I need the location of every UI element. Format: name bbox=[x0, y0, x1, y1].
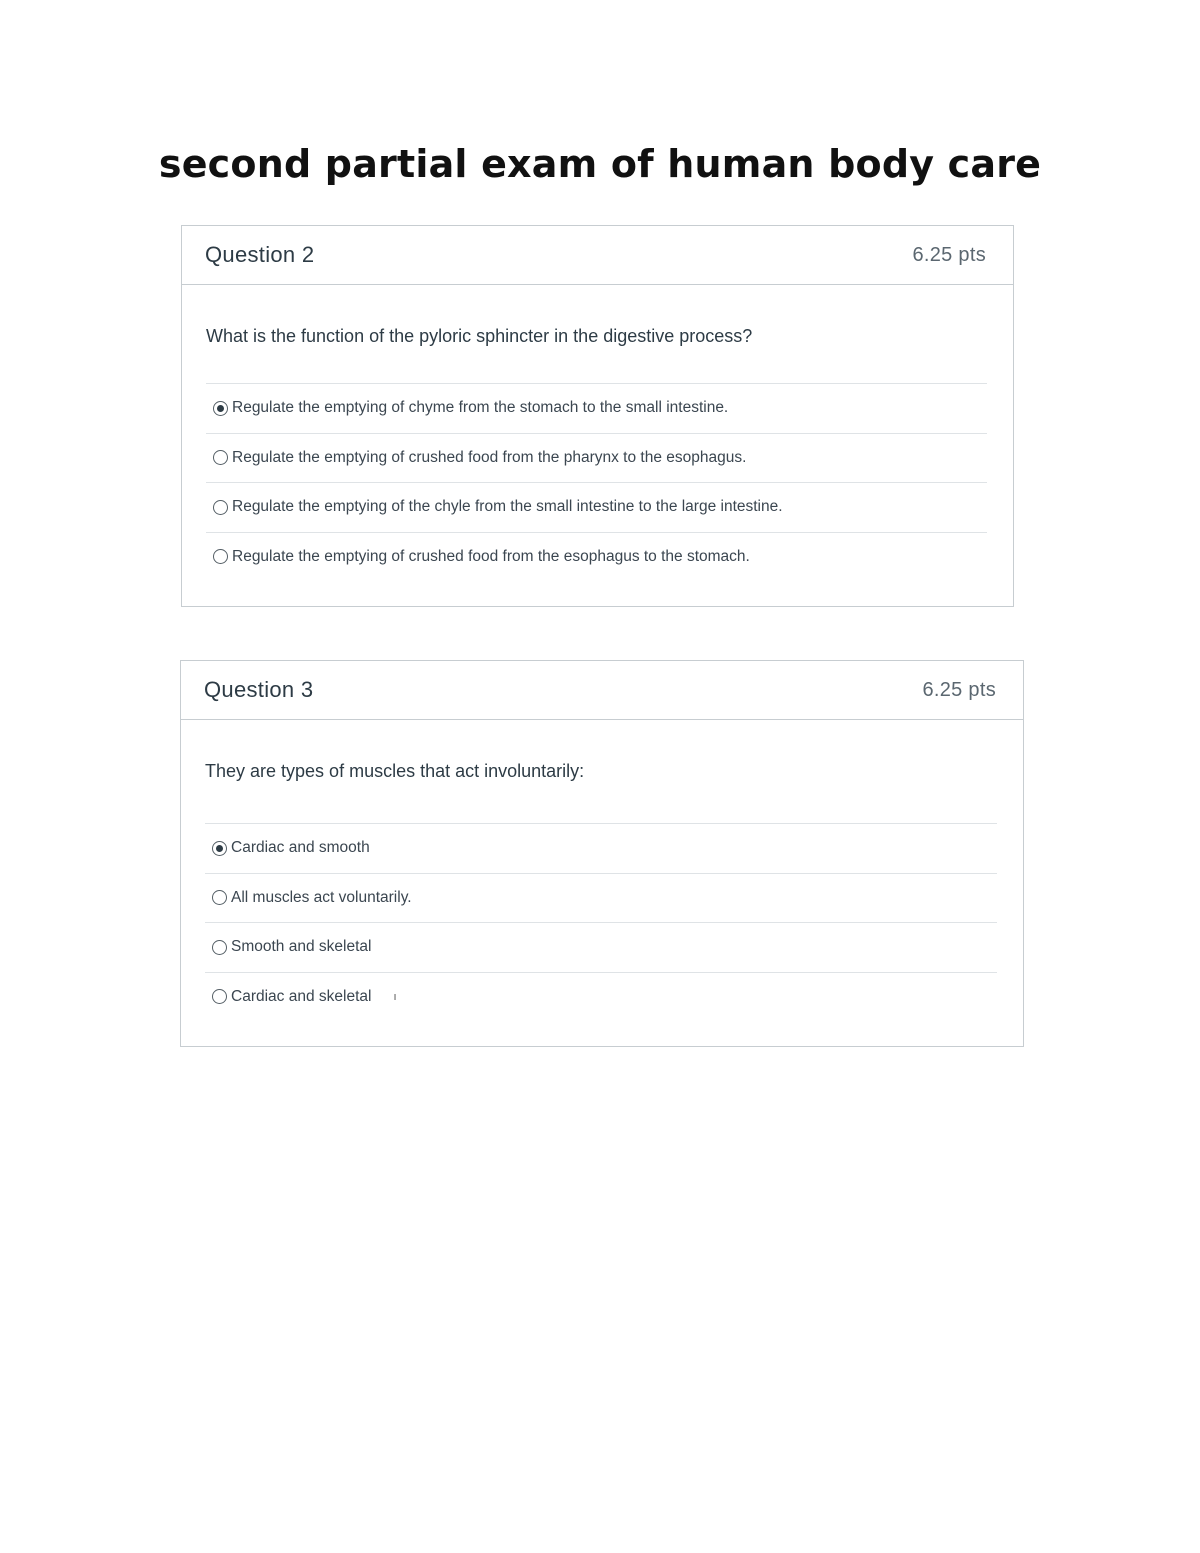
question-points: 6.25 pts bbox=[922, 678, 996, 701]
answer-label: Regulate the emptying of chyme from the stomach to the small intestine. bbox=[232, 399, 729, 417]
answer-label: Cardiac and smooth bbox=[231, 839, 370, 857]
answer-label: Regulate the emptying of the chyle from the small intestine to the large intestine. bbox=[232, 498, 783, 516]
answer-label: All muscles act voluntarily. bbox=[231, 888, 412, 906]
radio-unselected-icon[interactable] bbox=[212, 940, 227, 955]
question-text: They are types of muscles that act involuntarily: bbox=[205, 761, 585, 781]
answer-list bbox=[205, 823, 997, 1021]
answer-option[interactable] bbox=[206, 434, 987, 484]
answer-label: Regulate the emptying of crushed food from the esophagus to the stomach. bbox=[232, 547, 750, 565]
answer-option[interactable] bbox=[206, 533, 987, 582]
answer-list bbox=[206, 383, 987, 581]
radio-unselected-icon[interactable] bbox=[212, 989, 227, 1004]
radio-unselected-icon[interactable] bbox=[213, 500, 228, 515]
text-cursor-icon: ı bbox=[393, 990, 397, 1003]
question-header bbox=[181, 661, 1023, 720]
answer-option[interactable] bbox=[205, 973, 997, 1022]
answer-label: Regulate the emptying of crushed food from the pharynx to the esophagus. bbox=[232, 448, 747, 466]
question-header bbox=[182, 226, 1013, 285]
answer-option[interactable] bbox=[205, 824, 997, 874]
answer-label: Smooth and skeletal bbox=[231, 938, 372, 956]
question-card-3 bbox=[180, 660, 1024, 1047]
radio-unselected-icon[interactable] bbox=[213, 450, 228, 465]
question-title: Question 3 bbox=[204, 677, 314, 702]
question-text: What is the function of the pyloric sphincter in the digestive process? bbox=[206, 326, 753, 346]
answer-label: Cardiac and skeletal bbox=[231, 987, 372, 1005]
radio-selected-icon[interactable] bbox=[212, 841, 227, 856]
question-title: Question 2 bbox=[205, 242, 315, 267]
radio-unselected-icon[interactable] bbox=[212, 890, 227, 905]
answer-option[interactable] bbox=[205, 923, 997, 973]
question-card-2 bbox=[181, 225, 1014, 607]
radio-selected-icon[interactable] bbox=[213, 401, 228, 416]
answer-option[interactable] bbox=[206, 384, 987, 434]
question-points: 6.25 pts bbox=[912, 243, 986, 266]
question-body bbox=[181, 720, 1023, 1021]
answer-option[interactable] bbox=[206, 483, 987, 533]
question-body bbox=[182, 285, 1013, 581]
answer-option[interactable] bbox=[205, 874, 997, 924]
radio-unselected-icon[interactable] bbox=[213, 549, 228, 564]
document-title: second partial exam of human body care bbox=[158, 142, 1042, 186]
